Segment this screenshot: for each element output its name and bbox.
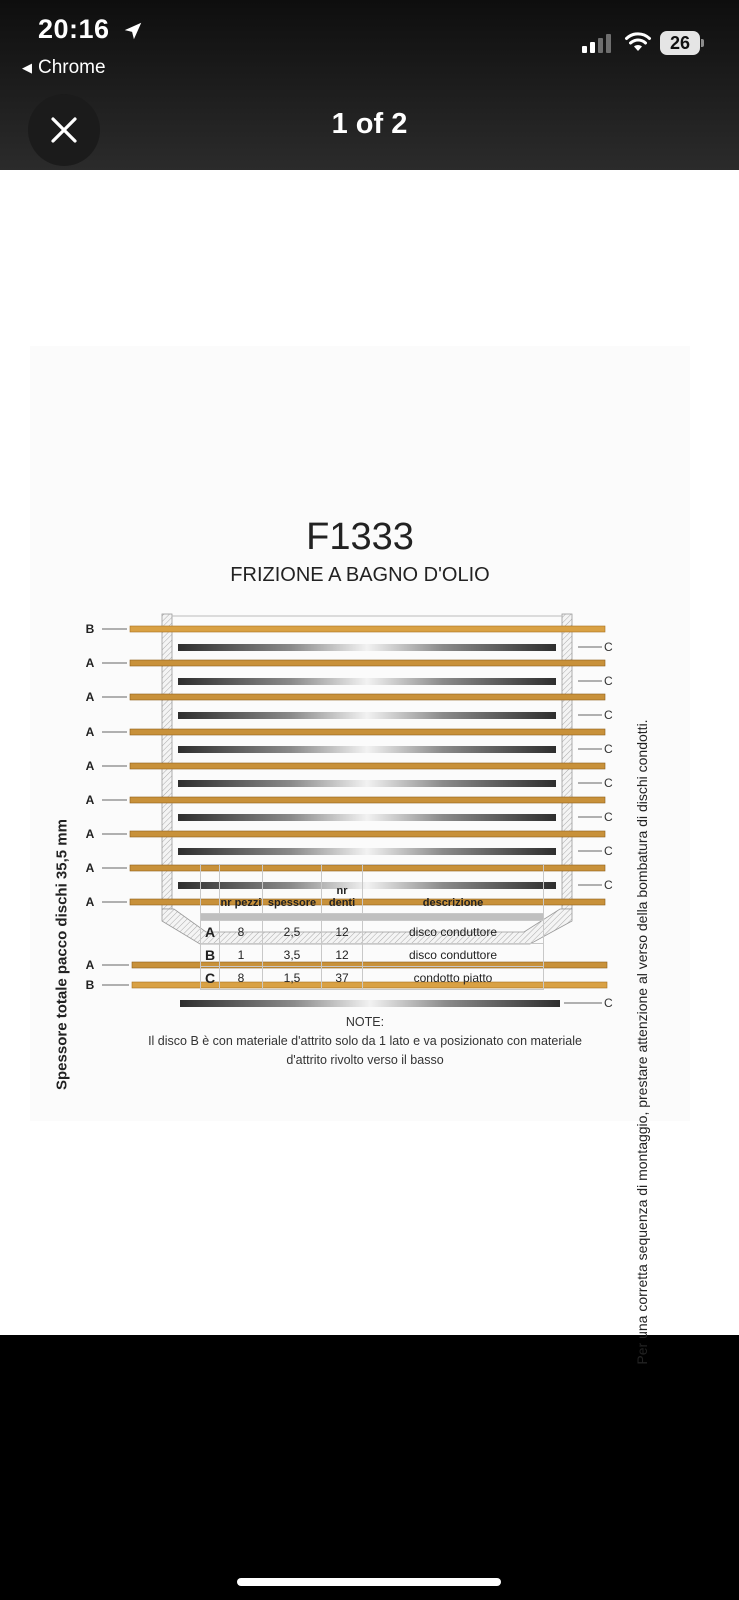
stack-label-right: C (604, 844, 613, 858)
note-line-2: d'attrito rivolto verso il basso (286, 1053, 444, 1067)
disc-c (178, 644, 556, 651)
col-header-pezzi: nr pezzi (220, 865, 263, 914)
cell-pezzi: 8 (220, 921, 263, 944)
diagram-subtitle: FRIZIONE A BAGNO D'OLIO (230, 564, 490, 586)
table-row (201, 944, 544, 967)
wifi-icon (624, 31, 652, 53)
back-triangle-icon: ◀ (22, 60, 32, 75)
stack-label-left: A (85, 861, 95, 875)
stack-label-right: C (604, 674, 613, 688)
battery-level: 26 (660, 31, 700, 55)
cell-spessore: 1,5 (263, 967, 322, 990)
cell-spessore: 2,5 (263, 921, 322, 944)
note-line-1: Il disco B è con materiale d'attrito solo da 1 lato e va posizionato con materiale (148, 1034, 582, 1048)
disc-stack-drawing (30, 346, 690, 1121)
cell-descrizione: condotto piatto (363, 967, 544, 990)
note-title: NOTE: (345, 1015, 385, 1029)
cell-denti: 12 (322, 921, 363, 944)
back-app-label: Chrome (38, 57, 106, 78)
stack-label-left: A (85, 827, 95, 841)
location-arrow-icon (122, 20, 144, 42)
disc-a (130, 694, 605, 700)
disc-a (130, 797, 605, 803)
image-content-area (0, 170, 739, 1365)
battery-icon (660, 31, 704, 55)
disc-c (178, 848, 556, 855)
stack-label-left: A (85, 895, 95, 909)
cell-pezzi: 1 (220, 944, 263, 967)
disc-c (178, 814, 556, 821)
cell-descrizione: disco conduttore (363, 921, 544, 944)
stack-label-left: B (85, 622, 95, 636)
col-header-denti: nr denti (322, 865, 363, 914)
clutch-diagram-image[interactable] (30, 346, 690, 1365)
disc-a (130, 831, 605, 837)
status-time: 20:16 (38, 14, 110, 44)
stack-label-left: A (85, 793, 95, 807)
disc-b-top (130, 626, 605, 632)
stack-label-right: C (604, 776, 613, 790)
row-label: C (201, 967, 220, 990)
cell-pezzi: 8 (220, 967, 263, 990)
cell-denti: 12 (322, 944, 363, 967)
diagram-title: F1333 (306, 516, 414, 558)
loose-label-left: A (85, 958, 95, 972)
table-row (201, 921, 544, 944)
cellular-signal-icon (582, 34, 611, 53)
stack-label-left: A (85, 690, 95, 704)
loose-disc-c (180, 1000, 560, 1007)
diagram-note (110, 1013, 620, 1070)
assembly-note-vertical: Per una corretta sequenza di montaggio, prestare attenzione al verso della bombatura di dischi condotti. (634, 719, 650, 1365)
disc-c (178, 678, 556, 685)
stack-label-left: A (85, 656, 95, 670)
loose-label-left: B (85, 978, 95, 992)
col-header-spessore: spessore (263, 865, 322, 914)
disc-c (178, 712, 556, 719)
disc-spec-table (200, 864, 544, 990)
stack-label-left: A (85, 725, 95, 739)
disc-a (130, 729, 605, 735)
stack-label-right: C (604, 810, 613, 824)
image-counter: 1 of 2 (331, 108, 408, 140)
stack-label-left: A (85, 759, 95, 773)
stack-label-right: C (604, 742, 613, 756)
disc-a (130, 660, 605, 666)
home-indicator[interactable] (237, 1578, 501, 1586)
disc-a (130, 763, 605, 769)
viewer-top-bar (0, 0, 739, 170)
total-thickness-label: Spessore totale pacco dischi 35,5 mm (53, 819, 71, 1090)
stack-label-right: C (604, 708, 613, 722)
row-label: B (201, 944, 220, 967)
loose-label-right: C (604, 996, 613, 1010)
cell-spessore: 3,5 (263, 944, 322, 967)
back-to-app-link[interactable] (22, 57, 106, 79)
cell-denti: 37 (322, 967, 363, 990)
cell-descrizione: disco conduttore (363, 944, 544, 967)
table-header-row (201, 865, 544, 914)
stack-label-right: C (604, 640, 613, 654)
disc-c (178, 746, 556, 753)
table-row (201, 967, 544, 990)
disc-c (178, 780, 556, 787)
row-label: A (201, 921, 220, 944)
col-header-descrizione: descrizione (363, 865, 544, 914)
stack-label-right: C (604, 878, 613, 892)
